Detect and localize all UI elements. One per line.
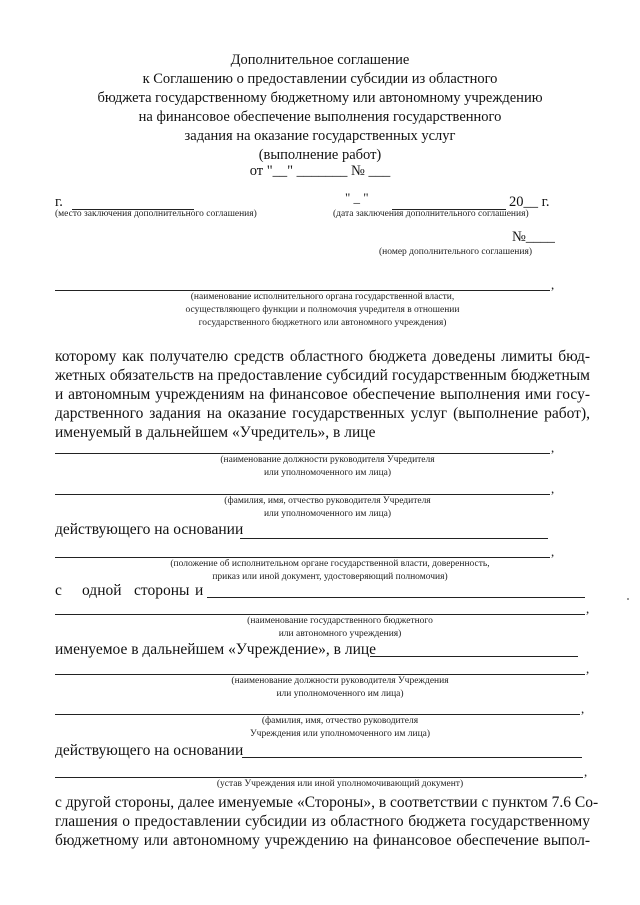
organ-caption-1: (наименование исполнительного органа государственной власти, xyxy=(190,292,455,302)
paragraph-1-line-2: жетных обязательств на предоставление субсидий государственным бюджетным xyxy=(55,367,590,384)
place-prefix: г. xyxy=(55,194,63,210)
acting-basis-1-comma: , xyxy=(551,544,555,559)
institution-field-2[interactable] xyxy=(55,614,585,615)
acting-basis-1-field[interactable] xyxy=(240,538,548,539)
title-line-6: (выполнение работ) xyxy=(258,147,382,163)
institution-caption-2: или автономного учреждения) xyxy=(278,629,402,639)
founder-fio-comma: , xyxy=(551,481,555,496)
founder-head-caption-1: (наименование должности руководителя Учредителя xyxy=(220,455,435,465)
institution-head-caption-2: или уполномоченного им лица) xyxy=(276,689,404,699)
one-side-word-4: и xyxy=(195,582,204,599)
organ-comma: , xyxy=(551,277,555,292)
acting-basis-1-field-2[interactable] xyxy=(55,557,550,558)
title-line-4: на финансовое обеспечение выполнения государственного xyxy=(138,109,502,125)
institution-head-comma: , xyxy=(586,661,590,676)
acting-basis-2-label: действующего на основании xyxy=(55,742,244,759)
named-institution-label: именуемое в дальнейшем «Учреждение», в лице xyxy=(55,641,377,658)
founder-head-comma: , xyxy=(551,440,555,455)
title-line-5: задания на оказание государственных услуг xyxy=(184,128,456,144)
agreement-number: №____ xyxy=(512,229,555,245)
date-caption: (дата заключения дополнительного соглашения) xyxy=(333,209,529,219)
paragraph-1-line-3: и автономным учреждениям на финансовое обеспечение выполнения ими госу- xyxy=(55,386,590,403)
paragraph-1-line-1: которому как получателю средств областного бюджета доведены лимиты бюд- xyxy=(55,348,590,365)
number-caption: (номер дополнительного соглашения) xyxy=(379,247,533,257)
founder-head-caption-2: или уполномоченного им лица) xyxy=(263,468,392,478)
paragraph-2-line-2: глашения о предоставлении субсидии из областного бюджета государственному xyxy=(55,813,590,830)
acting-basis-2-field-2[interactable] xyxy=(55,777,583,778)
founder-fio-caption-1: (фамилия, имя, отчество руководителя Учредителя xyxy=(224,496,431,506)
organ-field[interactable] xyxy=(55,290,550,291)
organ-caption-3: государственного бюджетного или автономного учреждения) xyxy=(198,318,447,328)
acting-basis-2-comma: , xyxy=(584,764,588,779)
basis-1-caption-2: приказ или иной документ, удостоверяющий полномочия) xyxy=(212,572,448,582)
one-side-word-1: с xyxy=(55,582,62,599)
institution-head-field-1[interactable] xyxy=(370,656,578,657)
basis-1-caption-1: (положение об исполнительном органе государственной власти, доверенность, xyxy=(170,559,490,569)
institution-fio-comma: , xyxy=(581,701,585,716)
institution-fio-caption-1: (фамилия, имя, отчество руководителя xyxy=(261,716,419,726)
paragraph-1-line-4: дарственного задания на оказание государственных услуг (выполнение работ), xyxy=(55,405,590,422)
one-side-word-2: одной xyxy=(82,582,122,599)
institution-fio-caption-2: Учреждения или уполномоченного им лица) xyxy=(249,729,431,739)
institution-comma: , xyxy=(586,601,590,616)
organ-caption-2: осуществляющего функции и полномочия учредителя в отношении xyxy=(185,305,460,315)
founder-fio-caption-2: или уполномоченного им лица) xyxy=(263,509,392,519)
date-year: 20__ г. xyxy=(509,194,550,210)
acting-basis-2-field[interactable] xyxy=(242,757,582,758)
title-line-2: к Соглашению о предоставлении субсидии из областного xyxy=(142,71,498,87)
paragraph-2-line-1: с другой стороны, далее именуемые «Стороны», в соответствии с пунктом 7.6 Со- xyxy=(55,794,599,811)
institution-head-field[interactable] xyxy=(55,674,585,675)
title-line-3: бюджета государственному бюджетному или автономному учреждению xyxy=(97,90,543,106)
acting-basis-1-label: действующего на основании xyxy=(55,521,244,538)
institution-head-caption-1: (наименование должности руководителя Учреждения xyxy=(231,676,449,686)
institution-fio-field[interactable] xyxy=(55,714,580,715)
paragraph-2-line-3: бюджетному или автономному учреждению на финансовое обеспечение выпол- xyxy=(55,832,590,849)
institution-caption-1: (наименование государственного бюджетного xyxy=(247,616,433,626)
paragraph-1-line-5: именуемый в дальнейшем «Учредитель», в лице xyxy=(55,424,376,441)
institution-field[interactable] xyxy=(207,597,585,598)
basis-2-caption: (устав Учреждения или иной уполномочивающий документ) xyxy=(216,779,464,789)
place-caption: (место заключения дополнительного соглашения) xyxy=(55,209,257,219)
title-date-number: от "__" _______ № ___ xyxy=(249,163,391,179)
one-side-word-3: стороны xyxy=(134,582,190,599)
founder-head-field[interactable] xyxy=(55,453,550,454)
founder-fio-field[interactable] xyxy=(55,494,550,495)
date-day: " _ " xyxy=(345,190,369,205)
document-title: Дополнительное соглашение xyxy=(230,52,410,68)
scan-speck xyxy=(627,598,629,600)
